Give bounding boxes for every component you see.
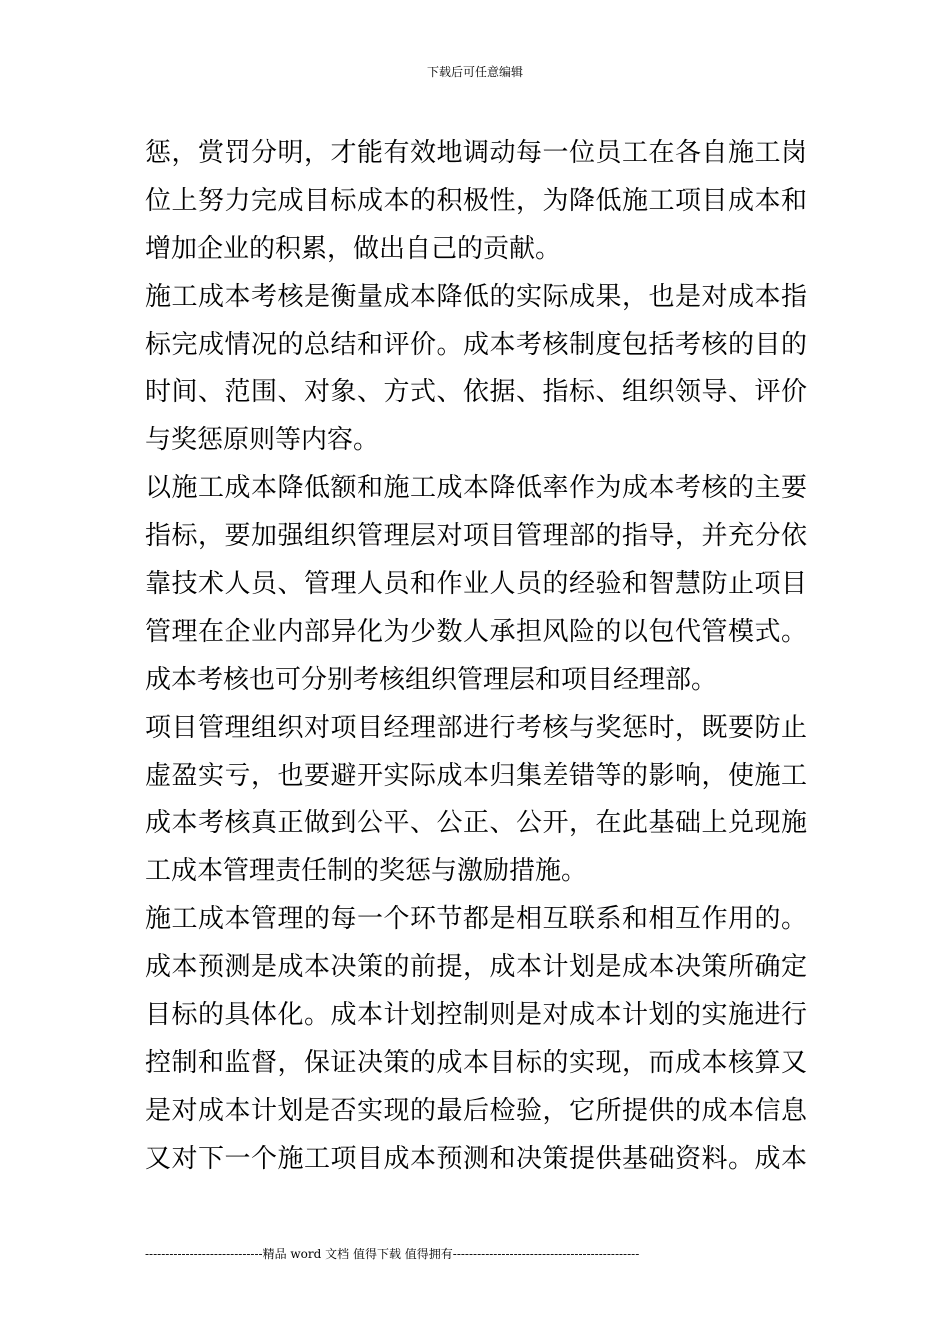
text-line: 项目管理组织对项目经理部进行考核与奖惩时，既要防止 xyxy=(145,712,807,743)
paragraph-1 xyxy=(145,130,807,274)
text-line: 成本考核也可分别考核组织管理层和项目经理部。 xyxy=(145,664,718,695)
text-line: 成本预测是成本决策的前提，成本计划是成本决策所确定 xyxy=(145,952,807,983)
text-line: 以施工成本降低额和施工成本降低率作为成本考核的主要 xyxy=(145,473,807,504)
text-line: 管理在企业内部异化为少数人承担风险的以包代管模式。 xyxy=(145,616,807,647)
text-line: 目标的具体化。成本计划控制则是对成本计划的实施进行 xyxy=(145,1000,807,1031)
text-line: 是对成本计划是否实现的最后检验，它所提供的成本信息 xyxy=(145,1095,807,1126)
text-line: 指标，要加强组织管理层对项目管理部的指导，并充分依 xyxy=(145,521,807,552)
text-line: 施工成本考核是衡量成本降低的实际成果，也是对成本指 xyxy=(145,281,807,312)
paragraph-3 xyxy=(145,465,807,704)
page-header: 下载后可任意编辑 xyxy=(426,65,523,79)
text-line: 惩，赏罚分明，才能有效地调动每一位员工在各自施工岗 xyxy=(145,138,807,168)
text-line: 又对下一个施工项目成本预测和决策提供基础资料。成本 xyxy=(145,1143,807,1174)
text-line: 靠技术人员、管理人员和作业人员的经验和智慧防止项目 xyxy=(145,569,807,600)
text-line: 时间、范围、对象、方式、依据、指标、组织领导、评价 xyxy=(145,377,807,408)
paragraph-5 xyxy=(145,896,807,1183)
page-footer: -----------------------------精品 word 文档 值得下载 值得拥有---------------------------------------------- xyxy=(145,1247,640,1261)
text-line: 与奖惩原则等内容。 xyxy=(145,425,380,456)
paragraph-4 xyxy=(145,705,807,897)
text-line: 施工成本管理的每一个环节都是相互联系和相互作用的。 xyxy=(145,904,807,935)
document-body xyxy=(145,130,807,1184)
text-line: 控制和监督，保证决策的成本目标的实现，而成本核算又 xyxy=(145,1047,807,1078)
text-line: 工成本管理责任制的奖惩与激励措施。 xyxy=(145,856,588,887)
text-line: 成本考核真正做到公平、公正、公开，在此基础上兑现施 xyxy=(145,808,807,839)
text-line: 位上努力完成目标成本的积极性，为降低施工项目成本和 xyxy=(145,185,807,216)
text-line: 虚盈实亏，也要避开实际成本归集差错等的影响，使施工 xyxy=(145,760,807,791)
text-line: 增加企业的积累，做出自己的贡献。 xyxy=(145,233,562,264)
text-line: 标完成情况的总结和评价。成本考核制度包括考核的目的 xyxy=(145,329,807,360)
paragraph-2 xyxy=(145,274,807,466)
